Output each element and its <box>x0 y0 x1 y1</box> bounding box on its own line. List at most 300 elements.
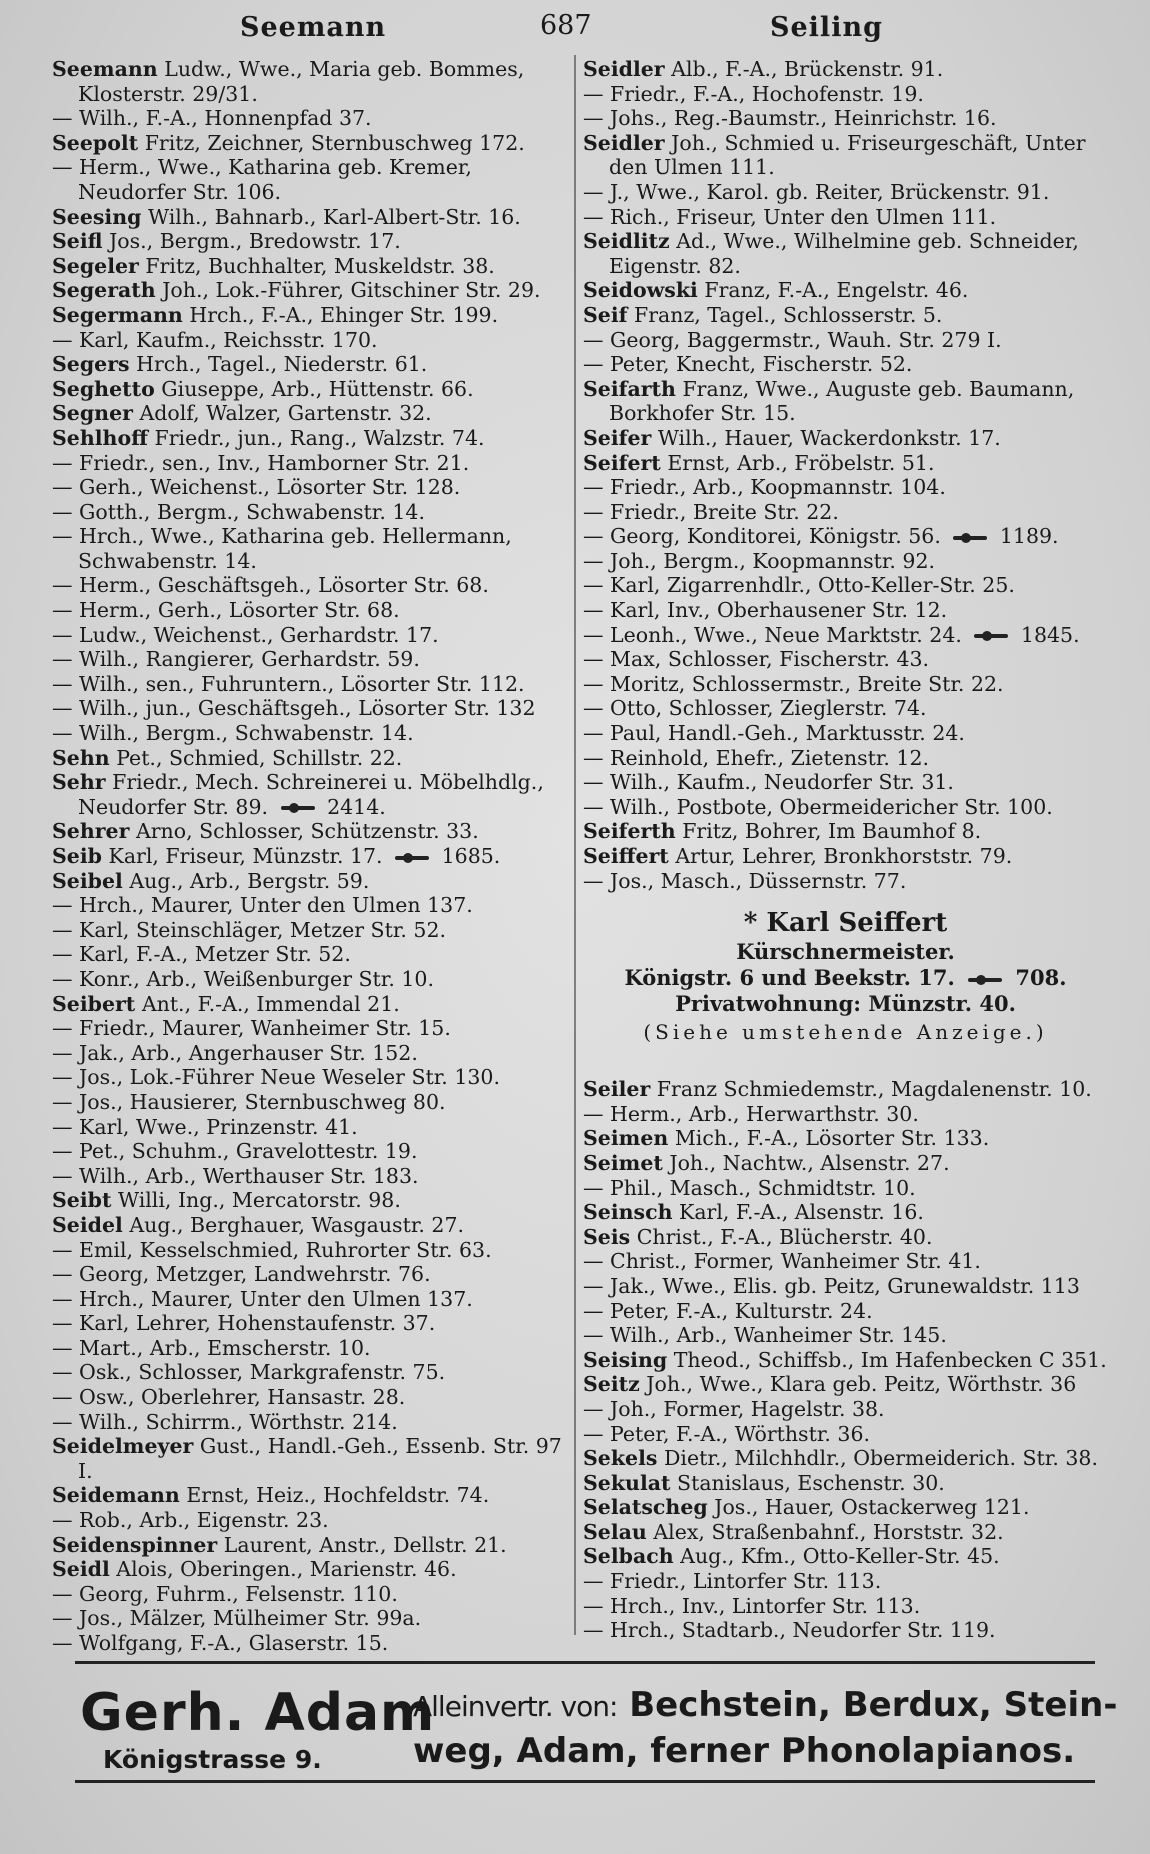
entry-details: — Peter, F.-A., Wörthstr. 36. <box>583 1421 870 1446</box>
entry-surname: Seidler <box>583 130 665 155</box>
telephone-icon <box>968 975 1002 985</box>
entry-details: — Georg, Metzger, Landwehrstr. 76. <box>52 1262 431 1287</box>
entry-details: — Paul, Handl.-Geh., Marktusstr. 24. <box>583 721 965 746</box>
directory-entry <box>583 770 1108 795</box>
entry-details: — Georg, Konditorei, Königstr. 56. 1189. <box>583 524 1059 549</box>
directory-entry <box>583 647 1108 672</box>
ad-address: Königstr. 6 und Beekstr. 17. <box>624 965 955 991</box>
directory-entry <box>52 1213 572 1238</box>
directory-entry <box>583 623 1108 648</box>
telephone-icon <box>395 853 429 863</box>
entry-surname: Seib <box>52 844 102 868</box>
entry-details: — Jak., Wwe., Elis. gb. Peitz, Grunewaldstr. 113 <box>583 1273 1080 1298</box>
entry-details: Wilh., Bahnarb., Karl-Albert-Str. 16. <box>148 204 521 229</box>
directory-entry <box>52 278 572 303</box>
entry-details: — Jos., Hausierer, Sternbuschweg 80. <box>52 1089 446 1114</box>
directory-entry <box>52 57 572 106</box>
entry-surname: Seif <box>583 302 628 327</box>
entry-details: Aug., Kfm., Otto-Keller-Str. 45. <box>680 1544 1000 1569</box>
entry-surname: Seimen <box>583 1126 669 1151</box>
entry-details: — Karl, Steinschläger, Metzer Str. 52. <box>52 917 447 942</box>
directory-entry <box>52 1360 572 1385</box>
directory-entry <box>583 721 1108 746</box>
directory-entry <box>583 1299 1108 1324</box>
directory-entry <box>52 893 572 918</box>
directory-entry <box>52 1262 572 1287</box>
entry-details: Karl, F.-A., Alsenstr. 16. <box>679 1200 924 1225</box>
entry-details: — Peter, Knecht, Fischerstr. 52. <box>583 352 913 377</box>
karl-seiffert-ad <box>583 907 1108 1047</box>
entry-details: Friedr., Mech. Schreinerei u. Möbelhdlg., Neudorfer Str. 89. 2414. <box>78 770 551 819</box>
directory-entry <box>52 131 572 156</box>
directory-entry <box>52 1557 572 1582</box>
directory-entry <box>583 352 1108 377</box>
directory-entry <box>52 1410 572 1435</box>
ba-line1-text: Bechstein, Berdux, Stein- <box>629 1685 1118 1725</box>
entry-surname: Seiffert <box>583 844 669 868</box>
entry-details: Aug., Arb., Bergstr. 59. <box>129 868 370 893</box>
directory-entry <box>52 1188 572 1213</box>
directory-entry <box>52 1508 572 1533</box>
entry-details: Franz Schmiedemstr., Magdalenenstr. 10. <box>656 1077 1092 1102</box>
entry-details: — Friedr., Arb., Koopmannstr. 104. <box>583 475 946 500</box>
entry-details: Joh., Wwe., Klara geb. Peitz, Wörthstr. 36 <box>646 1372 1077 1397</box>
entry-details: Christ., F.-A., Blücherstr. 40. <box>636 1224 933 1249</box>
directory-entry <box>52 1385 572 1410</box>
entry-surname: Seis <box>583 1224 631 1249</box>
entry-details: Hrch., F.-A., Ehinger Str. 199. <box>189 302 499 327</box>
entry-surname: Sekulat <box>583 1470 671 1495</box>
entry-surname: Sehlhoff <box>52 425 148 450</box>
entry-surname: Seepolt <box>52 130 139 155</box>
directory-entry <box>583 328 1108 353</box>
entry-surname: Seifl <box>52 229 103 254</box>
directory-entry <box>52 377 572 402</box>
directory-entry <box>583 278 1108 303</box>
entry-details: Giuseppe, Arb., Hüttenstr. 66. <box>161 376 474 401</box>
entry-details: Jos., Hauer, Ostackerweg 121. <box>714 1495 1030 1520</box>
directory-entry <box>583 106 1108 131</box>
page-header <box>50 10 1095 50</box>
entry-details: — Peter, F.-A., Kulturstr. 24. <box>583 1298 873 1323</box>
entry-details: Arno, Schlosser, Schützenstr. 33. <box>135 819 479 844</box>
entry-details: Friedr., jun., Rang., Walzstr. 74. <box>154 425 485 450</box>
directory-entry <box>52 967 572 992</box>
entry-details: Hrch., Tagel., Niederstr. 61. <box>136 352 428 377</box>
entry-details: Laurent, Anstr., Dellstr. 21. <box>223 1532 507 1557</box>
ad-trade: Kürschnermeister. <box>736 939 955 965</box>
entry-details: — Karl, Wwe., Prinzenstr. 41. <box>52 1114 358 1139</box>
directory-entry <box>583 844 1108 869</box>
entry-details: — Osw., Oberlehrer, Hansastr. 28. <box>52 1385 406 1410</box>
entry-surname: Selbach <box>583 1544 674 1569</box>
entry-surname: Seghetto <box>52 376 155 401</box>
directory-entry <box>583 1126 1108 1151</box>
entry-surname: Seidenspinner <box>52 1532 218 1557</box>
entry-details: — Hrch., Maurer, Unter den Ulmen 137. <box>52 1286 473 1311</box>
directory-entry <box>583 1200 1108 1225</box>
directory-entry <box>52 1238 572 1263</box>
entry-details: Franz, Wwe., Auguste geb. Baumann, Borkhofer Str. 15. <box>609 376 1081 426</box>
directory-entry <box>583 573 1108 598</box>
directory-entry <box>52 500 572 525</box>
entry-details: — Karl, F.-A., Metzer Str. 52. <box>52 942 351 967</box>
directory-entry <box>583 524 1108 549</box>
entry-details: — Karl, Kaufm., Reichsstr. 170. <box>52 327 378 352</box>
entry-surname: Seibert <box>52 991 136 1016</box>
entry-surname: Seemann <box>52 57 158 81</box>
entry-details: Ludw., Wwe., Maria geb. Bommes, Klosterstr. 29/31. <box>78 57 531 106</box>
entry-details: Gust., Handl.-Geh., Essenb. Str. 97 I. <box>78 1434 569 1483</box>
entry-details: — Jos., Masch., Düssernstr. 77. <box>583 868 907 893</box>
directory-entry <box>52 475 572 500</box>
entry-surname: Seesing <box>52 204 142 229</box>
entry-surname: Seibt <box>52 1188 112 1213</box>
entry-details: — Rich., Friseur, Unter den Ulmen 111. <box>583 204 997 229</box>
column-divider <box>574 55 576 1635</box>
entry-details: Adolf, Walzer, Gartenstr. 32. <box>139 401 432 426</box>
entry-details: Joh., Nachtw., Alsenstr. 27. <box>669 1150 950 1175</box>
directory-entry <box>52 1164 572 1189</box>
directory-entry <box>583 1594 1108 1619</box>
ba-street: Königstrasse 9. <box>103 1745 322 1774</box>
entry-details: — Hrch., Wwe., Katharina geb. Hellermann, Schwabenstr. 14. <box>52 524 519 573</box>
entry-details: Alois, Oberingen., Marienstr. 46. <box>116 1557 457 1582</box>
entry-details: — Herm., Geschäftsgeh., Lösorter Str. 68. <box>52 573 489 598</box>
entry-details: — Wilh., Rangierer, Gerhardstr. 59. <box>52 647 420 672</box>
directory-entry <box>583 1372 1108 1397</box>
directory-entry <box>583 869 1108 894</box>
directory-entry <box>52 1434 572 1483</box>
entry-details: — Wilh., Postbote, Obermeidericher Str. 100. <box>583 794 1053 819</box>
directory-entry <box>583 1397 1108 1422</box>
entry-details: — Reinhold, Ehefr., Zietenstr. 12. <box>583 745 930 770</box>
page-number: 687 <box>540 10 592 41</box>
entry-details: Ernst, Heiz., Hochfeldstr. 74. <box>186 1483 490 1508</box>
directory-entry <box>52 1311 572 1336</box>
directory-entry <box>583 180 1108 205</box>
directory-entry <box>583 819 1108 844</box>
directory-entry <box>583 1102 1108 1127</box>
entry-details: — Georg, Baggermstr., Wauh. Str. 279 I. <box>583 327 1002 352</box>
entry-surname: Seidl <box>52 1557 110 1582</box>
entry-details: Artur, Lehrer, Bronkhorststr. 79. <box>675 844 1013 868</box>
entry-details: Joh., Lok.-Führer, Gitschiner Str. 29. <box>162 278 541 303</box>
ad-address-line <box>583 965 1108 991</box>
entry-surname: Seinsch <box>583 1200 673 1225</box>
entry-details: — Leonh., Wwe., Neue Marktstr. 24. 1845. <box>583 622 1080 647</box>
entry-details: — Herm., Arb., Herwarthstr. 30. <box>583 1101 919 1126</box>
directory-entry <box>52 1115 572 1140</box>
entry-details: — Karl, Inv., Oberhausener Str. 12. <box>583 598 948 623</box>
entry-surname: Sehn <box>52 745 110 770</box>
entry-surname: Seitz <box>583 1372 640 1397</box>
directory-entry <box>583 696 1108 721</box>
entry-details: — Joh., Bergm., Koopmannstr. 92. <box>583 548 936 573</box>
entry-surname: Segerath <box>52 278 156 303</box>
entry-surname: Seidler <box>583 57 665 81</box>
ad-bottom-rule <box>75 1780 1095 1783</box>
entry-details: — Konr., Arb., Weißenburger Str. 10. <box>52 966 434 991</box>
directory-entry <box>583 500 1108 525</box>
directory-entry <box>52 1016 572 1041</box>
directory-entry <box>52 1533 572 1558</box>
directory-entry <box>52 844 572 869</box>
directory-entry <box>583 1544 1108 1569</box>
entry-surname: Seimet <box>583 1150 663 1175</box>
entry-details: — Emil, Kesselschmied, Ruhrorter Str. 63. <box>52 1237 492 1262</box>
entry-details: — Jos., Mälzer, Mülheimer Str. 99a. <box>52 1606 422 1631</box>
directory-entry <box>583 1446 1108 1471</box>
entry-surname: Seidlitz <box>583 229 670 254</box>
directory-entry <box>583 57 1108 82</box>
directory-entry <box>583 1151 1108 1176</box>
directory-entry <box>52 598 572 623</box>
entry-details: Stanislaus, Eschenstr. 30. <box>677 1470 945 1495</box>
entry-surname: Selau <box>583 1519 647 1544</box>
ad-private: Privatwohnung: Münzstr. 40. <box>675 991 1016 1017</box>
entry-surname: Seifert <box>583 450 661 475</box>
directory-entry <box>52 328 572 353</box>
ba-line2: weg, Adam, ferner Phonolapianos. <box>413 1731 1076 1771</box>
directory-entry <box>583 549 1108 574</box>
directory-entry <box>52 205 572 230</box>
right-column-top-entries <box>583 57 1108 893</box>
telephone-icon <box>974 631 1008 641</box>
entry-details: — Johs., Reg.-Baumstr., Heinrichstr. 16. <box>583 106 997 131</box>
directory-entry <box>52 918 572 943</box>
directory-entry <box>583 795 1108 820</box>
directory-entry <box>583 1176 1108 1201</box>
directory-entry <box>52 573 572 598</box>
directory-entry <box>52 623 572 648</box>
entry-details: — Pet., Schuhm., Gravelottestr. 19. <box>52 1139 418 1164</box>
directory-entry <box>583 1348 1108 1373</box>
entry-details: — Moritz, Schlossermstr., Breite Str. 22. <box>583 671 1004 696</box>
entry-details: — Friedr., Maurer, Wanheimer Str. 15. <box>52 1016 451 1041</box>
ba-line1-lead: Alleinvertr. von: <box>413 1690 618 1723</box>
entry-details: — Hrch., Maurer, Unter den Ulmen 137. <box>52 893 473 918</box>
entry-details: — Otto, Schlosser, Zieglerstr. 74. <box>583 696 927 721</box>
directory-entry <box>52 1090 572 1115</box>
entry-details: — Max, Schlosser, Fischerstr. 43. <box>583 647 930 672</box>
entry-details: Fritz, Zeichner, Sternbuschweg 172. <box>144 130 525 155</box>
entry-details: Franz, Tagel., Schlosserstr. 5. <box>634 302 943 327</box>
directory-entry <box>52 401 572 426</box>
entry-surname: Sehrer <box>52 819 130 844</box>
entry-surname: Seidel <box>52 1212 123 1237</box>
entry-details: Pet., Schmied, Schillstr. 22. <box>116 745 403 770</box>
entry-details: — Hrch., Stadtarb., Neudorfer Str. 119. <box>583 1618 996 1643</box>
ba-name: Gerh. Adam <box>80 1683 436 1743</box>
directory-entry <box>583 82 1108 107</box>
header-right-word: Seiling <box>770 12 883 43</box>
directory-entry <box>52 426 572 451</box>
entry-surname: Seibel <box>52 868 123 893</box>
entry-details: — Friedr., F.-A., Hochofenstr. 19. <box>583 81 924 106</box>
directory-entry <box>52 746 572 771</box>
directory-entry <box>52 1631 572 1656</box>
telephone-icon <box>953 533 987 543</box>
entry-details: Theod., Schiffsb., Im Hafenbecken C 351. <box>673 1347 1107 1372</box>
directory-entry <box>583 131 1108 180</box>
entry-details: — Wilh., sen., Fuhruntern., Lösorter Str. 112. <box>52 671 525 696</box>
directory-entry <box>52 672 572 697</box>
entry-surname: Seidelmeyer <box>52 1434 194 1459</box>
directory-entry <box>583 1225 1108 1250</box>
left-column <box>52 57 572 1656</box>
entry-details: Joh., Schmied u. Friseurgeschäft, Unter den Ulmen 111. <box>609 130 1093 180</box>
directory-entry <box>52 1606 572 1631</box>
entry-surname: Seidowski <box>583 278 698 303</box>
entry-details: — Christ., Former, Wanheimer Str. 41. <box>583 1249 981 1274</box>
entry-surname: Segner <box>52 401 133 426</box>
entry-details: — Wilh., Schirrm., Wörthstr. 214. <box>52 1409 398 1434</box>
directory-entry <box>52 1287 572 1312</box>
entry-details: Mich., F.-A., Lösorter Str. 133. <box>674 1126 990 1151</box>
directory-entry <box>583 1569 1108 1594</box>
directory-entry <box>52 254 572 279</box>
entry-surname: Sehr <box>52 770 106 795</box>
entry-details: — Wilh., Arb., Wanheimer Str. 145. <box>583 1323 947 1348</box>
ad-phone: 708. <box>1015 965 1067 991</box>
entry-details: Alex, Straßenbahnf., Horststr. 32. <box>653 1519 1004 1544</box>
entry-surname: Segermann <box>52 302 183 327</box>
entry-details: — Phil., Masch., Schmidtstr. 10. <box>583 1175 916 1200</box>
directory-entry <box>583 229 1108 278</box>
entry-details: — Ludw., Weichenst., Gerhardstr. 17. <box>52 622 439 647</box>
directory-entry <box>583 1274 1108 1299</box>
entry-details: Wilh., Hauer, Wackerdonkstr. 17. <box>657 425 1001 450</box>
entry-details: — Hrch., Inv., Lintorfer Str. 113. <box>583 1593 921 1618</box>
directory-entry <box>583 1471 1108 1496</box>
entry-details: — Friedr., Lintorfer Str. 113. <box>583 1569 882 1594</box>
ad-name: * Karl Seiffert <box>743 908 948 939</box>
entry-details: — Jak., Arb., Angerhauser Str. 152. <box>52 1040 418 1065</box>
entry-details: Ernst, Arb., Fröbelstr. 51. <box>667 450 935 475</box>
entry-details: Ad., Wwe., Wilhelmine geb. Schneider, Eigenstr. 82. <box>609 229 1086 278</box>
entry-surname: Segeler <box>52 253 139 278</box>
entry-details: Willi, Ing., Mercatorstr. 98. <box>117 1188 401 1213</box>
entry-details: — Friedr., sen., Inv., Hamborner Str. 21. <box>52 450 470 475</box>
directory-entry <box>583 1249 1108 1274</box>
directory-entry <box>583 1422 1108 1447</box>
directory-entry <box>583 672 1108 697</box>
directory-entry <box>52 524 572 573</box>
entry-details: — Georg, Fuhrm., Felsenstr. 110. <box>52 1581 398 1606</box>
directory-entry <box>52 1041 572 1066</box>
directory-entry <box>583 1520 1108 1545</box>
directory-entry <box>583 1618 1108 1643</box>
entry-details: — Wilh., F.-A., Honnenpfad 37. <box>52 106 372 131</box>
directory-entry <box>52 229 572 254</box>
entry-details: — Karl, Lehrer, Hohenstaufenstr. 37. <box>52 1311 436 1336</box>
entry-details: — Karl, Zigarrenhdlr., Otto-Keller-Str. 25. <box>583 573 1015 598</box>
entry-details: Fritz, Buchhalter, Muskeldstr. 38. <box>145 253 495 278</box>
entry-details: — Wilh., Bergm., Schwabenstr. 14. <box>52 721 414 746</box>
entry-details: Dietr., Milchhdlr., Obermeiderich. Str. 38. <box>663 1446 1098 1471</box>
ba-line1 <box>413 1685 1117 1725</box>
entry-details: — Wolfgang, F.-A., Glaserstr. 15. <box>52 1631 389 1655</box>
entry-details: — Gerh., Weichenst., Lösorter Str. 128. <box>52 475 461 500</box>
directory-entry <box>52 770 572 819</box>
directory-entry <box>52 819 572 844</box>
directory-entry <box>52 1139 572 1164</box>
directory-entry <box>52 647 572 672</box>
entry-surname: Selatscheg <box>583 1495 708 1520</box>
right-column <box>583 57 1108 1643</box>
entry-details: — J., Wwe., Karol. gb. Reiter, Brückenstr. 91. <box>583 179 1050 204</box>
entry-surname: Segers <box>52 352 130 377</box>
directory-entry <box>52 1336 572 1361</box>
directory-entry <box>583 746 1108 771</box>
directory-entry <box>52 942 572 967</box>
entry-details: — Rob., Arb., Eigenstr. 23. <box>52 1508 329 1533</box>
directory-entry <box>583 303 1108 328</box>
directory-entry <box>583 598 1108 623</box>
header-left-word: Seemann <box>240 12 387 43</box>
entry-details: Jos., Bergm., Bredowstr. 17. <box>109 229 401 254</box>
entry-details: — Osk., Schlosser, Markgrafenstr. 75. <box>52 1360 446 1385</box>
entry-surname: Seising <box>583 1347 668 1372</box>
directory-entry <box>583 377 1108 426</box>
entry-surname: Seiler <box>583 1077 651 1102</box>
directory-entry <box>52 1483 572 1508</box>
directory-entry <box>52 106 572 131</box>
entry-details: — Joh., Former, Hagelstr. 38. <box>583 1396 885 1421</box>
entry-details: — Herm., Gerh., Lösorter Str. 68. <box>52 598 400 623</box>
entry-surname: Seifer <box>583 425 652 450</box>
entry-details: — Gotth., Bergm., Schwabenstr. 14. <box>52 499 425 524</box>
directory-entry <box>52 352 572 377</box>
directory-entry <box>52 696 572 721</box>
telephone-icon <box>281 803 315 813</box>
directory-entry <box>52 992 572 1017</box>
directory-entry <box>583 1077 1108 1102</box>
entry-surname: Seidemann <box>52 1483 180 1508</box>
entry-details: Franz, F.-A., Engelstr. 46. <box>704 278 969 303</box>
directory-entry <box>52 869 572 894</box>
entry-details: Fritz, Bohrer, Im Baumhof 8. <box>682 819 982 844</box>
directory-entry <box>52 303 572 328</box>
entry-details: — Herm., Wwe., Katharina geb. Kremer, Neudorfer Str. 106. <box>52 155 479 204</box>
directory-entry <box>583 426 1108 451</box>
ad-note: (Siehe umstehende Anzeige.) <box>643 1020 1048 1045</box>
entry-surname: Sekels <box>583 1446 658 1471</box>
entry-details: Karl, Friseur, Münzstr. 17. 1685. <box>108 844 501 868</box>
entry-surname: Seiferth <box>583 819 676 844</box>
entry-details: — Wilh., jun., Geschäftsgeh., Lösorter Str. 132 <box>52 696 536 721</box>
directory-entry <box>52 155 572 204</box>
entry-surname: Seifarth <box>583 376 676 401</box>
directory-entry <box>583 205 1108 230</box>
directory-entry <box>583 1323 1108 1348</box>
directory-entry <box>583 1495 1108 1520</box>
directory-entry <box>52 1582 572 1607</box>
entry-details: — Wilh., Arb., Werthauser Str. 183. <box>52 1163 419 1188</box>
directory-entry <box>52 1065 572 1090</box>
entry-details: Ant., F.-A., Immendal 21. <box>141 991 400 1016</box>
directory-entry <box>583 451 1108 476</box>
entry-details: — Jos., Lok.-Führer Neue Weseler Str. 130. <box>52 1065 500 1090</box>
directory-entry <box>52 721 572 746</box>
entry-details: — Wilh., Kaufm., Neudorfer Str. 31. <box>583 770 954 795</box>
entry-details: — Friedr., Breite Str. 22. <box>583 499 839 524</box>
right-column-bottom-entries <box>583 1077 1108 1643</box>
ad-top-rule <box>75 1661 1095 1664</box>
entry-details: Aug., Berghauer, Wasgaustr. 27. <box>129 1212 465 1237</box>
gerh-adam-ad <box>75 1665 1118 1775</box>
